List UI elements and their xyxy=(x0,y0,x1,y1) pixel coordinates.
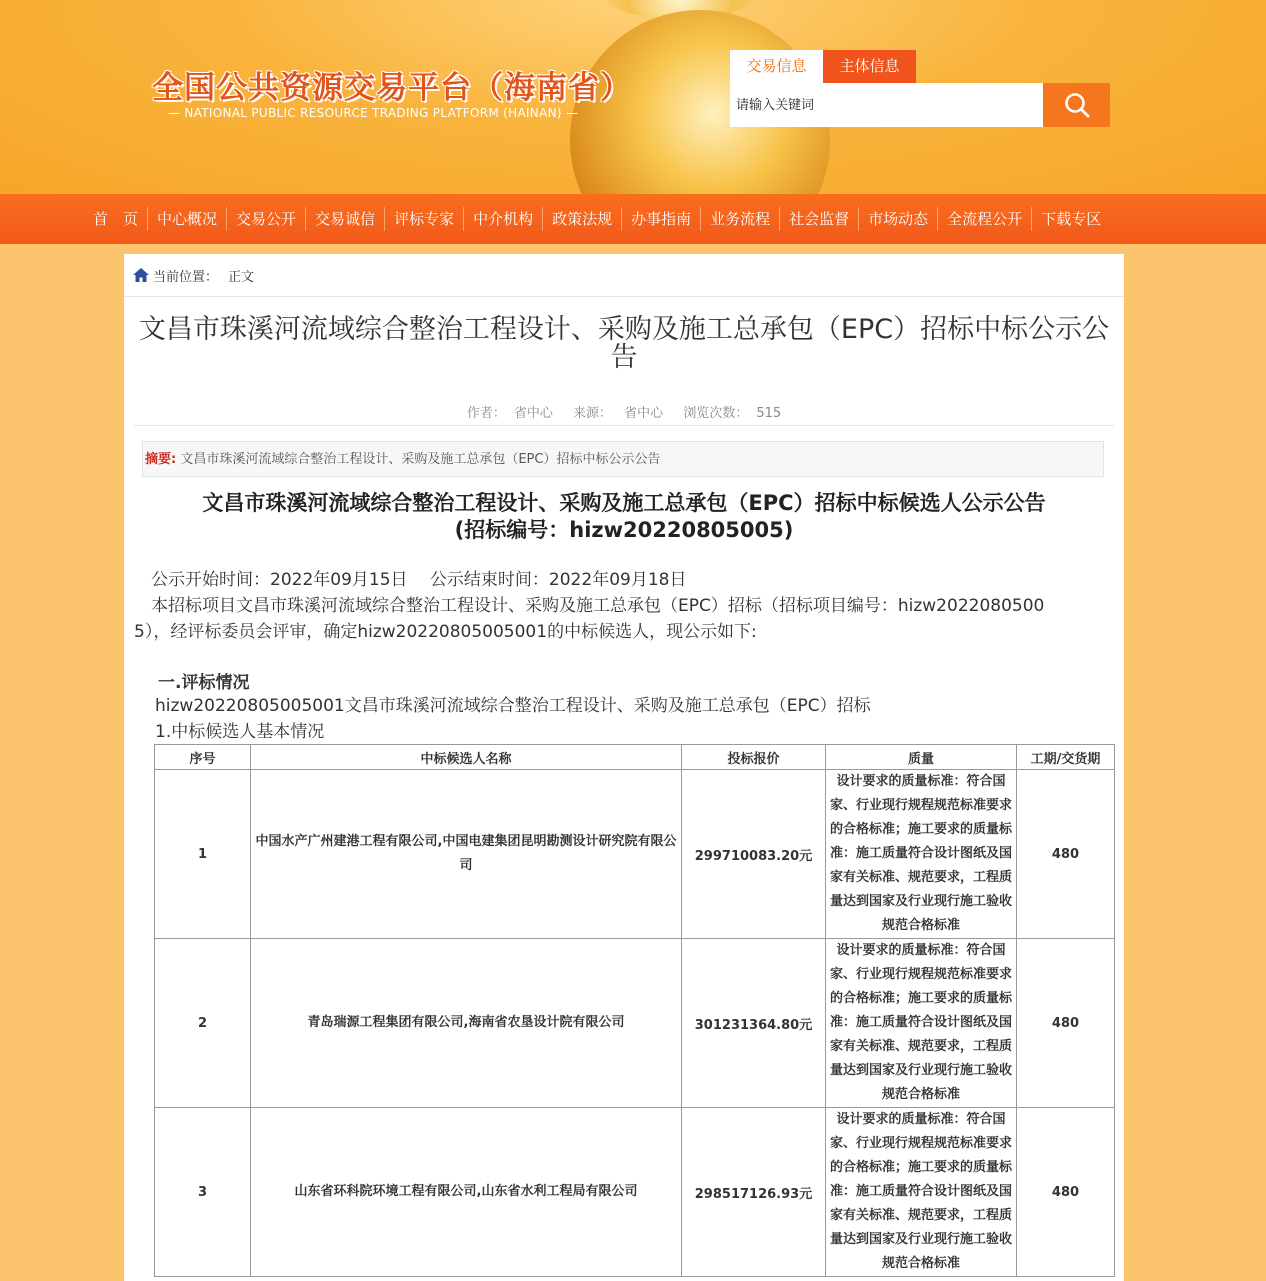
search-icon xyxy=(1063,91,1091,119)
meta-source-label: 来源： xyxy=(573,406,613,421)
cell-price: 301231364.80元 xyxy=(682,939,826,1108)
breadcrumb-current: 正文 xyxy=(228,269,255,285)
intro-line-2: 5），经评标委员会评审，确定hizw20220805005001的中标候选人，现公示如下: xyxy=(134,622,757,642)
meta-views: 515 xyxy=(756,406,782,421)
nav-trade-public[interactable]: 交易公开 xyxy=(226,207,305,231)
cell-price: 299710083.20元 xyxy=(682,770,826,939)
meta-source: 省中心 xyxy=(624,406,664,421)
cell-price: 298517126.93元 xyxy=(682,1108,826,1277)
cell-no: 3 xyxy=(155,1108,251,1277)
summary-text: 文昌市珠溪河流域综合整治工程设计、采购及施工总承包（EPC）招标中标公示公告 xyxy=(180,452,661,467)
article-panel xyxy=(124,254,1124,1281)
site-header xyxy=(0,0,1266,194)
col-header-price: 投标报价 xyxy=(682,745,826,770)
search-tabs xyxy=(730,50,916,83)
meta-author: 省中心 xyxy=(513,406,553,421)
site-logo-subtitle: — NATIONAL PUBLIC RESOURCE TRADING PLATFORM (HAINAN) — xyxy=(168,106,579,120)
document-title xyxy=(144,490,1104,544)
meta-views-label: 浏览次数： xyxy=(683,406,749,421)
publicity-period: 公示开始时间：2022年09月15日 公示结束时间：2022年09月18日 xyxy=(134,570,687,590)
col-header-quality: 质量 xyxy=(826,745,1017,770)
cell-period: 480 xyxy=(1017,1108,1115,1277)
search-tab-entity-info[interactable]: 主体信息 xyxy=(823,50,916,83)
cell-quality: 设计要求的质量标准：符合国家、行业现行规程规范标准要求的合格标准；施工要求的质量标准：施工质量符合设计图纸及国家有关标准、规范要求，工程质量达到国家及行业现行施工验收规范合格标准 xyxy=(826,1108,1017,1277)
candidates-table xyxy=(154,744,1115,1277)
col-header-name: 中标候选人名称 xyxy=(251,745,682,770)
nav-downloads[interactable]: 下载专区 xyxy=(1031,207,1110,231)
article-title: 文昌市珠溪河流域综合整治工程设计、采购及施工总承包（EPC）招标中标公示公告 xyxy=(138,314,1110,373)
meta-divider xyxy=(134,425,1114,426)
table-row xyxy=(155,939,1115,1108)
nav-process[interactable]: 业务流程 xyxy=(700,207,779,231)
nav-center-overview[interactable]: 中心概况 xyxy=(147,207,226,231)
cell-no: 2 xyxy=(155,939,251,1108)
intro-line-1: 本招标项目文昌市珠溪河流域综合整治工程设计、采购及施工总承包（EPC）招标（招标项目编号：hizw2022080500 xyxy=(134,596,1045,616)
cell-period: 480 xyxy=(1017,939,1115,1108)
article-meta xyxy=(124,402,1124,421)
search-tab-trade-info[interactable]: 交易信息 xyxy=(730,50,823,83)
breadcrumb xyxy=(132,264,254,286)
cell-candidate-name: 青岛瑞源工程集团有限公司,海南省农垦设计院有限公司 xyxy=(251,939,682,1108)
main-nav xyxy=(0,194,1266,244)
site-logo-title[interactable]: 全国公共资源交易平台（海南省） xyxy=(152,70,632,106)
section-heading-evaluation: 一.评标情况 xyxy=(158,673,250,693)
document-title-line2: (招标编号：hizw20220805005) xyxy=(454,518,794,542)
cell-candidate-name: 中国水产广州建港工程有限公司,中国电建集团昆明勘测设计研究院有限公司 xyxy=(251,770,682,939)
cell-period: 480 xyxy=(1017,770,1115,939)
table-header-row xyxy=(155,745,1115,770)
summary-box xyxy=(142,441,1104,477)
nav-agencies[interactable]: 中介机构 xyxy=(463,207,542,231)
search-button[interactable] xyxy=(1043,83,1110,127)
nav-bid-experts[interactable]: 评标专家 xyxy=(384,207,463,231)
cell-quality: 设计要求的质量标准：符合国家、行业现行规程规范标准要求的合格标准；施工要求的质量标准：施工质量符合设计图纸及国家有关标准、规范要求，工程质量达到国家及行业现行施工验收规范合格标准 xyxy=(826,939,1017,1108)
cell-quality: 设计要求的质量标准：符合国家、行业现行规程规范标准要求的合格标准；施工要求的质量标准：施工质量符合设计图纸及国家有关标准、规范要求，工程质量达到国家及行业现行施工验收规范合格标准 xyxy=(826,770,1017,939)
nav-full-process[interactable]: 全流程公开 xyxy=(937,207,1031,231)
table-caption: 1.中标候选人基本情况 xyxy=(155,722,325,742)
breadcrumb-label: 当前位置 xyxy=(153,269,206,285)
home-icon[interactable] xyxy=(132,267,150,283)
document-title-line1: 文昌市珠溪河流域综合整治工程设计、采购及施工总承包（EPC）招标中标候选人公示公告 xyxy=(202,491,1046,515)
search-input[interactable] xyxy=(730,83,1043,127)
nav-home[interactable]: 首 页 xyxy=(93,210,139,228)
cell-candidate-name: 山东省环科院环境工程有限公司,山东省水利工程局有限公司 xyxy=(251,1108,682,1277)
col-header-period: 工期/交货期 xyxy=(1017,745,1115,770)
nav-market-news[interactable]: 市场动态 xyxy=(858,207,937,231)
nav-policies[interactable]: 政策法规 xyxy=(542,207,621,231)
col-header-no: 序号 xyxy=(155,745,251,770)
cell-no: 1 xyxy=(155,770,251,939)
section-project-line: hizw20220805005001文昌市珠溪河流域综合整治工程设计、采购及施工总承包（EPC）招标 xyxy=(155,696,871,716)
nav-guide[interactable]: 办事指南 xyxy=(621,207,700,231)
breadcrumb-colon: ： xyxy=(205,269,219,285)
table-row xyxy=(155,770,1115,939)
meta-author-label: 作者： xyxy=(466,406,506,421)
nav-trade-credit[interactable]: 交易诚信 xyxy=(305,207,384,231)
nav-supervision[interactable]: 社会监督 xyxy=(779,207,858,231)
table-row xyxy=(155,1108,1115,1277)
breadcrumb-divider xyxy=(124,296,1124,297)
summary-label: 摘要: xyxy=(145,452,177,467)
